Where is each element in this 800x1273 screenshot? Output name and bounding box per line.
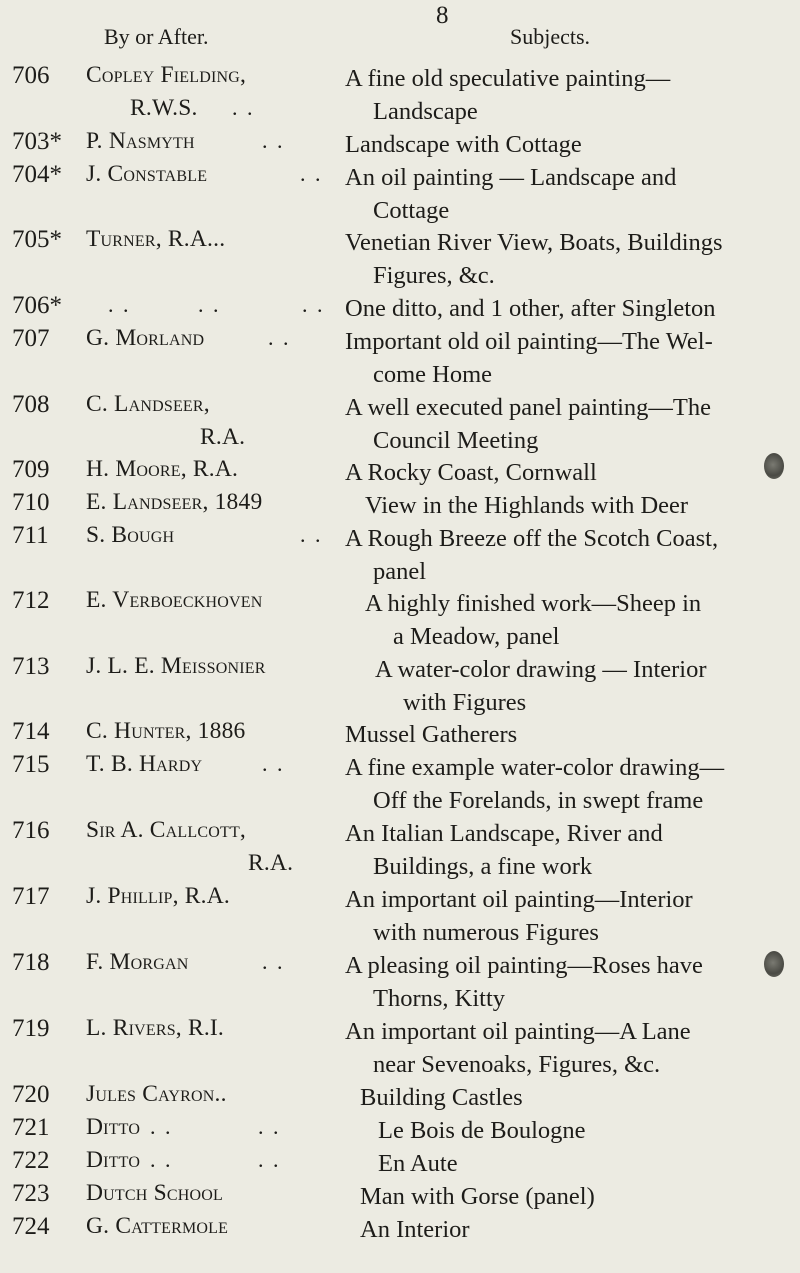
leader-dots: . .: [258, 1114, 281, 1139]
lot-subject: A highly finished work—Sheep in a Meadow, panel: [365, 590, 702, 650]
lot-artist: F. Morgan: [86, 949, 189, 975]
leader-dots: . .: [262, 751, 285, 776]
lot-subject: A Rough Breeze off the Scotch Coast, panel: [345, 525, 719, 585]
lot-artist: J. Phillip, R.A.: [86, 883, 230, 909]
leader-dots: . .: [300, 161, 323, 186]
lot-artist: C. Hunter, 1886: [86, 718, 246, 744]
leader-dots: . .: [302, 292, 325, 317]
column-header-by-or-after: By or After.: [104, 24, 209, 49]
lot-artist: Sir A. Callcott,: [86, 817, 246, 843]
lot-artist: Jules Cayron..: [86, 1081, 227, 1107]
lot-artist: Dutch School: [86, 1180, 223, 1206]
lot-number: 706: [12, 62, 50, 89]
lot-subject: En Aute: [378, 1150, 458, 1177]
lot-artist: P. Nasmyth: [86, 128, 195, 154]
punch-hole: [764, 453, 784, 479]
lot-number: 723: [12, 1180, 50, 1207]
lot-number: 706*: [12, 292, 62, 319]
lot-artist: E. Landseer, 1849: [86, 489, 263, 515]
lot-subject: One ditto, and 1 other, after Singleton: [345, 295, 716, 322]
lot-artist: Turner, R.A...: [86, 226, 226, 252]
leader-dots: . .: [150, 1114, 173, 1139]
lot-number: 705*: [12, 226, 62, 253]
lot-number: 712: [12, 587, 50, 614]
lot-subject: An important oil painting—A Lane near Sevenoaks, Figures, &c.: [345, 1018, 691, 1078]
lot-subject: An Italian Landscape, River and Buildings, a fine work: [345, 820, 663, 880]
lot-subject: Landscape with Cottage: [345, 131, 582, 158]
lot-artist: Ditto: [86, 1147, 141, 1173]
lot-artist: C. Landseer,: [86, 391, 210, 417]
lot-number: 711: [12, 522, 49, 549]
lot-number: 719: [12, 1015, 50, 1042]
lot-artist: L. Rivers, R.I.: [86, 1015, 225, 1041]
lot-subject: Mussel Gatherers: [345, 721, 518, 748]
lot-subject: Le Bois de Boulogne: [378, 1117, 586, 1144]
leader-dots: . .: [268, 325, 291, 350]
leader-dots: . .: [262, 949, 285, 974]
lot-artist: E. Verboeckhoven: [86, 587, 263, 613]
lot-subject: View in the Highlands with Deer: [365, 492, 689, 519]
lot-subject: An oil painting — Landscape and Cottage: [345, 164, 677, 224]
leader-dots: . .: [262, 128, 285, 153]
lot-subject: Important old oil painting—The Wel- come Home: [345, 328, 713, 388]
page-number: 8: [436, 2, 449, 29]
lot-subject: An Interior: [360, 1216, 470, 1243]
leader-dots: . .: [300, 522, 323, 547]
leader-dots: . .: [150, 1147, 173, 1172]
lot-subject: A Rocky Coast, Cornwall: [345, 459, 597, 486]
lot-artist: S. Bough: [86, 522, 175, 548]
lot-number: 720: [12, 1081, 50, 1108]
lot-number: 717: [12, 883, 50, 910]
leader-dots: . .: [232, 95, 255, 120]
lot-artist: H. Moore, R.A.: [86, 456, 239, 482]
lot-artist: J. L. E. Meissonier: [86, 653, 266, 679]
lot-artist-line2: R.W.S.: [130, 95, 198, 121]
lot-subject: A fine old speculative painting— Landscape: [345, 65, 671, 125]
lot-number: 721: [12, 1114, 50, 1141]
lot-number: 713: [12, 653, 50, 680]
lot-number: 724: [12, 1213, 50, 1240]
lot-subject: Building Castles: [360, 1084, 523, 1111]
column-header-subjects: Subjects.: [510, 24, 591, 49]
lot-number: 704*: [12, 161, 62, 188]
lot-number: 716: [12, 817, 50, 844]
lot-artist-line2: R.A.: [200, 424, 246, 450]
lot-number: 709: [12, 456, 50, 483]
lot-artist: Copley Fielding,: [86, 62, 247, 88]
leader-dots: . .: [108, 292, 131, 317]
lot-number: 708: [12, 391, 50, 418]
lot-artist-line2: R.A.: [248, 850, 294, 876]
punch-hole: [764, 951, 784, 977]
lot-artist: G. Cattermole: [86, 1213, 229, 1239]
lot-artist: G. Morland: [86, 325, 205, 351]
lot-number: 714: [12, 718, 50, 745]
lot-subject: A water-color drawing — Interior with Figures: [375, 656, 707, 716]
lot-number: 715: [12, 751, 50, 778]
lot-subject: A well executed panel painting—The Council Meeting: [345, 394, 712, 454]
lot-subject: Venetian River View, Boats, Buildings Figures, &c.: [345, 229, 723, 289]
lot-number: 722: [12, 1147, 50, 1174]
lot-subject: A fine example water-color drawing— Off the Forelands, in swept frame: [345, 754, 725, 814]
lot-number: 710: [12, 489, 50, 516]
lot-artist: T. B. Hardy: [86, 751, 203, 777]
leader-dots: . .: [258, 1147, 281, 1172]
lot-subject: A pleasing oil painting—Roses have Thorns, Kitty: [345, 952, 703, 1012]
lot-number: 707: [12, 325, 50, 352]
lot-artist: Ditto: [86, 1114, 141, 1140]
lot-number: 718: [12, 949, 50, 976]
lot-artist: J. Constable: [86, 161, 208, 187]
lot-subject: Man with Gorse (panel): [360, 1183, 595, 1210]
lot-subject: An important oil painting—Interior with numerous Figures: [345, 886, 693, 946]
lot-number: 703*: [12, 128, 62, 155]
leader-dots: . .: [198, 292, 221, 317]
